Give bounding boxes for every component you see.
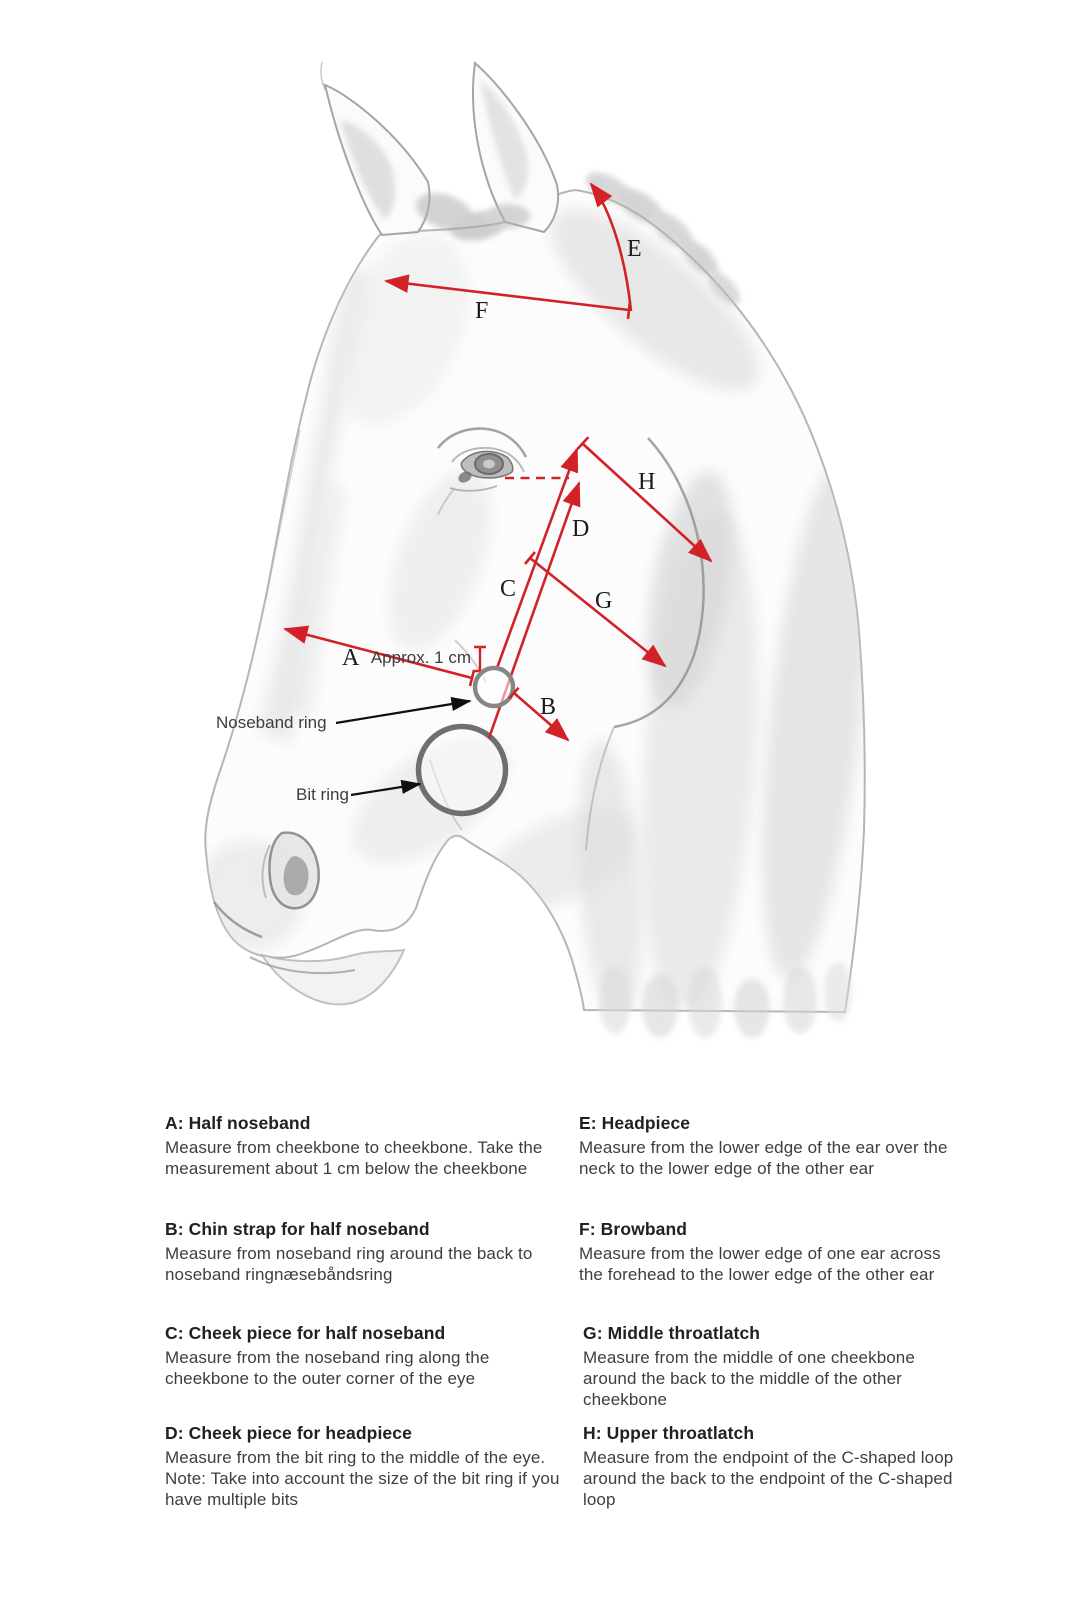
legend-item-g	[583, 1322, 965, 1410]
legend-item-body: Measure from the middle of one cheekbone around the back to the middle of the other cheekbone	[583, 1348, 915, 1409]
legend-item-title: H: Upper throatlatch	[583, 1423, 755, 1443]
legend-item-body: Measure from the lower edge of one ear across the forehead to the lower edge of the other ear	[579, 1244, 941, 1284]
legend-item-b	[165, 1218, 565, 1285]
legend-item-title: C: Cheek piece for half noseband	[165, 1323, 446, 1343]
bit-ring-circle	[419, 727, 506, 814]
legend-item-body: Measure from the bit ring to the middle of the eye. Note: Take into account the size of the bit ring if you have multiple bits	[165, 1448, 560, 1509]
legend-item-title: D: Cheek piece for headpiece	[165, 1423, 412, 1443]
legend-item-title: A: Half noseband	[165, 1113, 311, 1133]
marker-e: E	[627, 236, 642, 262]
legend-item-h	[583, 1422, 965, 1510]
measurement-legend	[0, 1112, 1067, 1532]
legend-item-f	[579, 1218, 961, 1285]
marker-a: A	[342, 645, 360, 671]
legend-item-a	[165, 1112, 565, 1179]
legend-item-title: G: Middle throatlatch	[583, 1323, 761, 1343]
marker-g: G	[595, 588, 613, 614]
legend-item-body: Measure from cheekbone to cheekbone. Take the measurement about 1 cm below the cheekbone	[165, 1138, 543, 1178]
noseband-ring-circle	[475, 668, 513, 706]
marker-h: H	[638, 469, 656, 495]
marker-f: F	[475, 298, 489, 324]
legend-item-body: Measure from the endpoint of the C-shaped loop around the back to the endpoint of the C-shaped loop	[583, 1448, 954, 1509]
marker-c: C	[500, 576, 517, 602]
legend-item-c	[165, 1322, 565, 1389]
legend-item-body: Measure from the lower edge of the ear over the neck to the lower edge of the other ear	[579, 1138, 948, 1178]
legend-item-e	[579, 1112, 961, 1179]
legend-item-title: F: Browband	[579, 1219, 688, 1239]
legend-item-title: B: Chin strap for half noseband	[165, 1219, 430, 1239]
noseband-ring-label: Noseband ring	[216, 713, 327, 732]
legend-item-body: Measure from the noseband ring along the cheekbone to the outer corner of the eye	[165, 1348, 490, 1388]
bit-ring-label: Bit ring	[296, 785, 349, 804]
approx-1cm-label: Approx. 1 cm	[370, 648, 471, 667]
legend-item-title: E: Headpiece	[579, 1113, 691, 1133]
legend-item-d	[165, 1422, 565, 1510]
marker-d: D	[572, 516, 590, 542]
marker-b: B	[540, 694, 557, 720]
legend-item-body: Measure from noseband ring around the back to noseband ringnæsebåndsring	[165, 1244, 533, 1284]
